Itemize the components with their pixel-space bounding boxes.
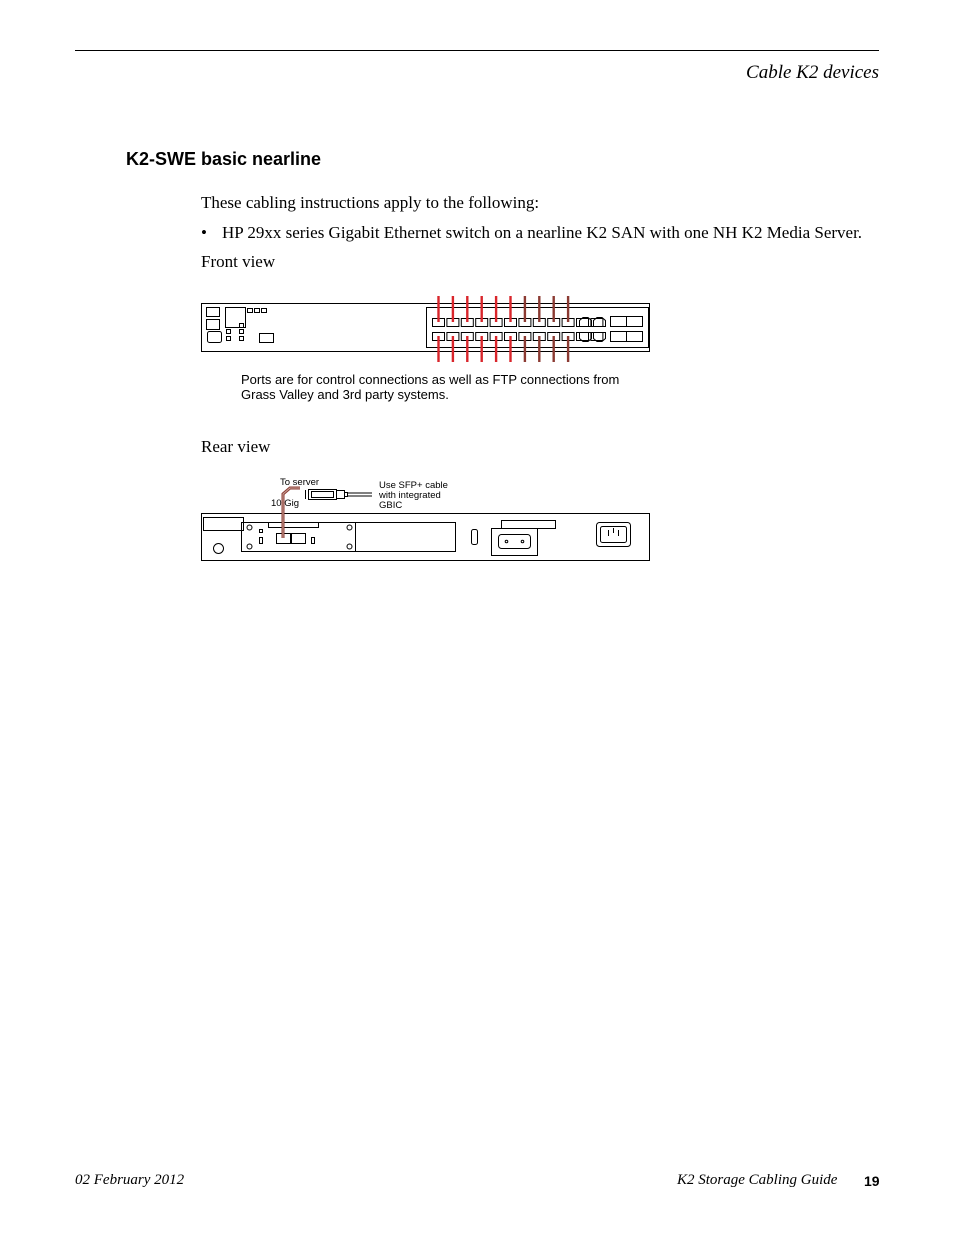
front-port-combo [580,333,592,342]
header-rule [75,50,879,51]
rear-port-label: 10 Gig [271,498,299,509]
sfp-port-2 [292,534,306,544]
front-port-bottom [548,333,560,341]
front-caption-line-2: Grass Valley and 3rd party systems. [241,387,449,402]
front-port-bottom [533,333,545,341]
switch-chassis-rear [202,514,650,561]
ten-gig-cable [283,488,300,538]
front-view-label: Front view [201,252,276,271]
front-port-combo [580,318,592,327]
expansion-slot [356,523,456,552]
front-port-top [591,319,603,327]
sfp-cable-connector [306,490,373,500]
front-caption-line-1: Ports are for control connections as well as FTP connections from [241,372,620,387]
front-view-caption [241,372,619,402]
front-port-bottom [591,333,603,341]
front-port-top [490,319,502,327]
power-socket [597,523,631,547]
reset-button [260,334,274,343]
front-port-combo [594,318,606,327]
footer-date: 02 February 2012 [75,1172,185,1188]
front-port-bottom [447,333,459,341]
console-port [208,332,222,343]
switch-chassis-front [202,304,650,352]
rear-view-label: Rear view [201,437,271,456]
section-heading: K2-SWE basic nearline [126,149,322,169]
front-port-bottom [562,333,574,341]
rear-cable-note-line-1: Use SFP+ cable [379,480,448,491]
front-port-bottom [505,333,517,341]
console-db9-port [499,535,531,549]
front-port-top [447,319,459,327]
bullet-symbol: • [201,223,207,242]
front-port-top [433,319,445,327]
front-port-top [505,319,517,327]
front-port-combo [594,333,606,342]
front-port-bottom [461,333,473,341]
front-port-bottom [433,333,445,341]
front-port-top [548,319,560,327]
footer-guide-title: K2 Storage Cabling Guide [677,1172,838,1188]
rear-cable-note-line-2: with integrated [379,490,441,501]
front-port-top [519,319,531,327]
rear-cable-note-line-3: GBIC [379,500,403,511]
front-port-top [577,319,589,327]
sfp-port-1 [277,534,291,544]
chapter-title: Cable K2 devices [746,62,879,83]
front-port-top [476,319,488,327]
rear-to-server-label: To server [280,477,320,488]
front-port-bottom [476,333,488,341]
front-port-top [461,319,473,327]
ten-gig-module [242,523,356,552]
front-port-top [533,319,545,327]
front-port-bottom [577,333,589,341]
front-port-bottom [490,333,502,341]
bullet-item: HP 29xx series Gigabit Ethernet switch on a nearline K2 SAN with one NH K2 Media Server. [222,223,863,242]
front-port-top [562,319,574,327]
rear-cable-note [379,481,448,511]
intro-paragraph: These cabling instructions apply to the following: [201,193,540,212]
footer-page-number: 19 [864,1173,880,1189]
front-port-bottom [519,333,531,341]
ground-screw [214,544,224,554]
